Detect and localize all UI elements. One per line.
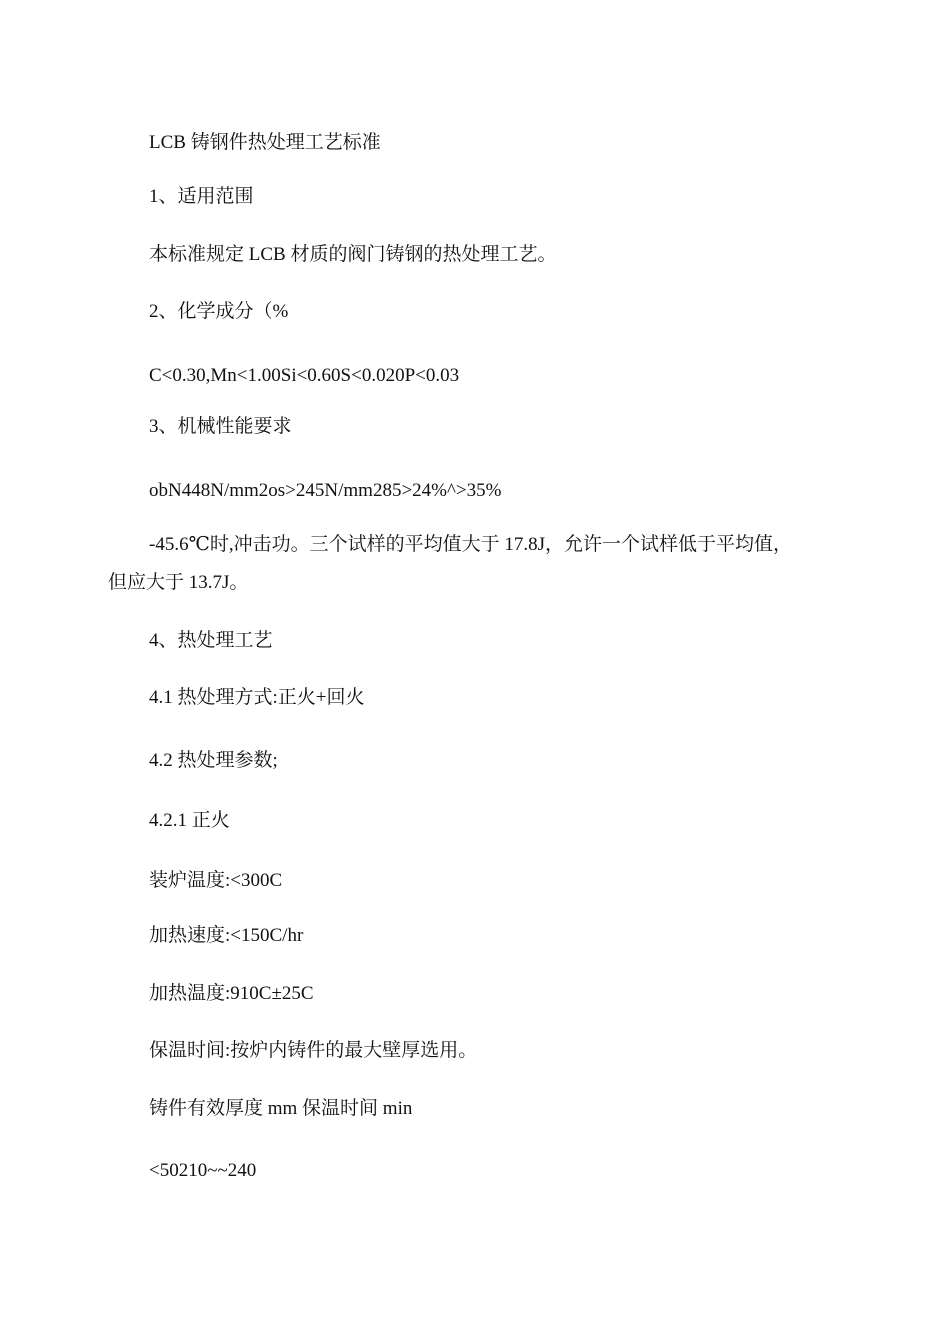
paragraph-scope: 本标准规定 LCB 材质的阀门铸钢的热处理工艺。: [149, 244, 557, 265]
paragraph-mechanical: obN448N/mm2os>245N/mm285>24%^>35%: [149, 480, 502, 501]
table-row-thickness-time: <50210~~240: [149, 1160, 257, 1181]
subsection-4-2-1: 4.2.1 正火: [149, 810, 230, 831]
section-heading-mechanical: 3、机械性能要求: [149, 416, 292, 437]
section-heading-scope: 1、适用范围: [149, 186, 254, 207]
document-title: LCB 铸钢件热处理工艺标准: [149, 132, 381, 153]
subsection-4-2: 4.2 热处理参数;: [149, 750, 278, 771]
table-header-thickness-time: 铸件有效厚度 mm 保温时间 min: [149, 1098, 413, 1119]
param-loading-temperature: 装炉温度:<300C: [149, 870, 283, 891]
param-heating-rate: 加热速度:<150C/hr: [149, 925, 304, 946]
section-heading-chemistry: 2、化学成分（%: [149, 301, 289, 322]
paragraph-impact-line-2: 但应大于 13.7J。: [108, 572, 249, 593]
paragraph-impact-line-1: -45.6℃时,冲击功。三个试样的平均值大于 17.8J，允许一个试样低于平均值，: [149, 534, 792, 555]
subsection-4-1: 4.1 热处理方式:正火+回火: [149, 687, 365, 708]
param-holding-time: 保温时间:按炉内铸件的最大壁厚选用。: [149, 1040, 478, 1061]
section-heading-heat-treatment: 4、热处理工艺: [149, 630, 273, 651]
param-heating-temperature: 加热温度:910C±25C: [149, 983, 314, 1004]
paragraph-chemistry: C<0.30,Mn<1.00Si<0.60S<0.020P<0.03: [149, 365, 460, 386]
